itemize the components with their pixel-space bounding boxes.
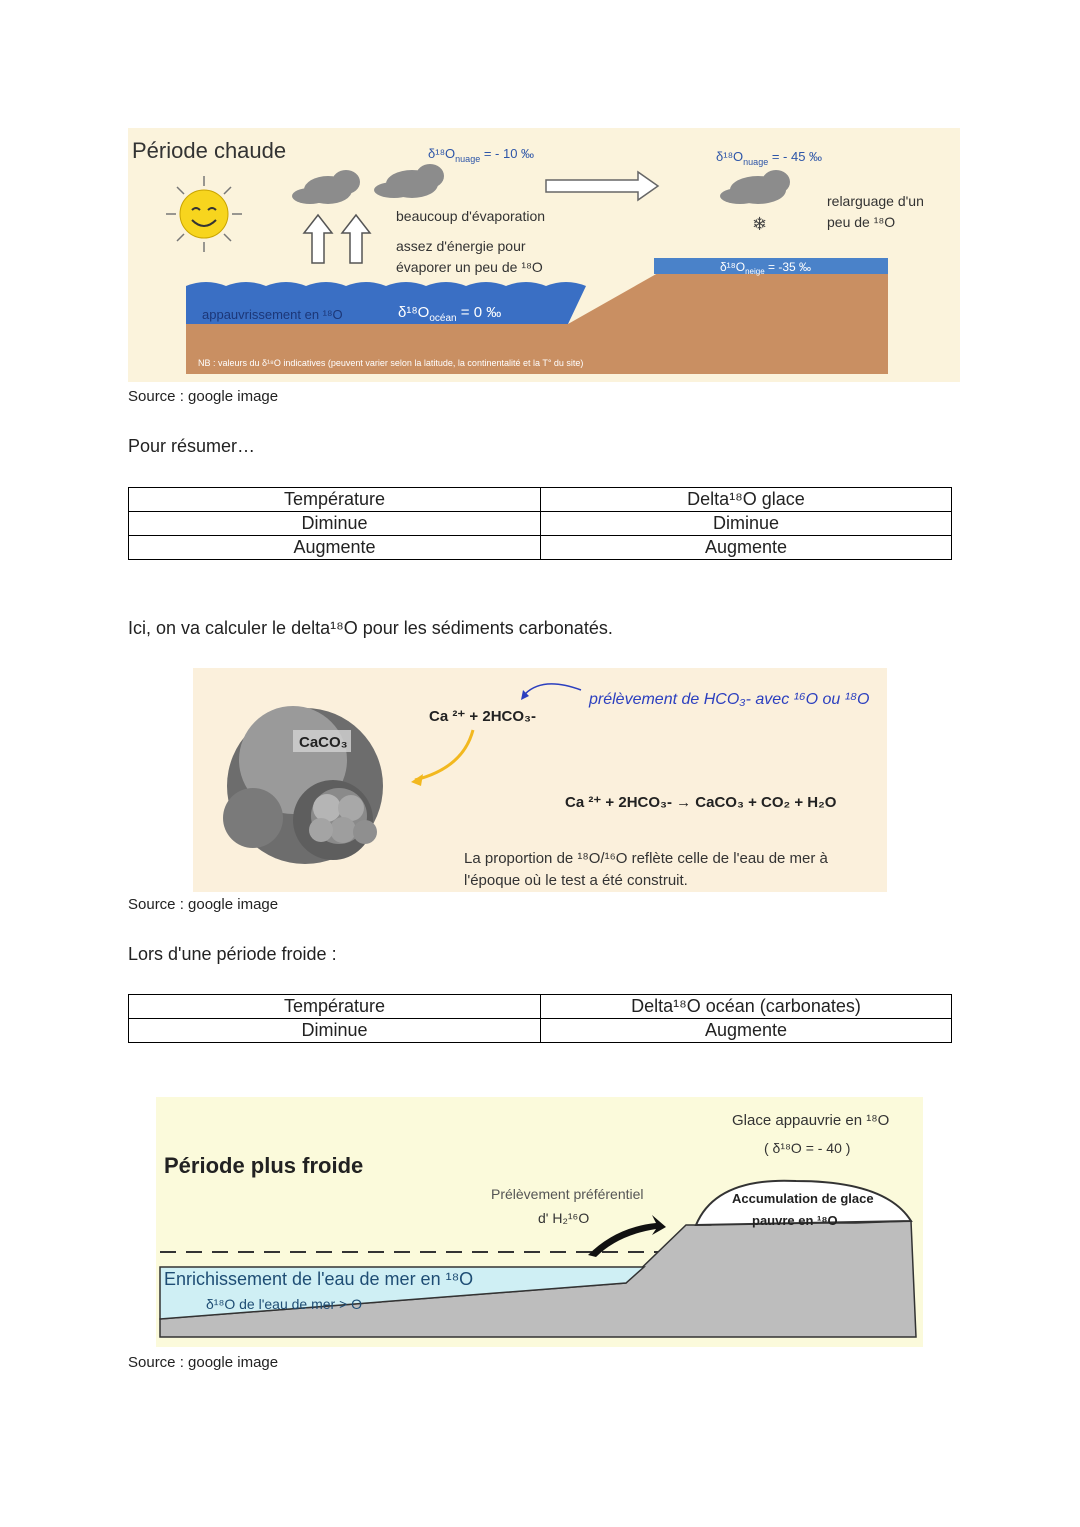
carbonate-intro: Ici, on va calculer le delta¹⁸O pour les sédiments carbonatés. [128, 618, 613, 638]
carbonate-figure [193, 668, 887, 892]
table-cell: Diminue [541, 512, 952, 536]
cold-period-diagram [156, 1097, 923, 1347]
uptake-text-1: Prélèvement préférentiel [491, 1186, 644, 1202]
warm-period-figure [128, 128, 960, 382]
figure1-caption: Source : google image [128, 388, 279, 405]
cloud2-delta: $\delta^{18}O_{nuage}$ = - 45 ‰ [716, 149, 823, 167]
snow-delta: $\delta^{18}O_{neige} = -35$ ‰ [720, 260, 812, 276]
cold-intro: Lors d'une période froide : [128, 944, 337, 964]
figure3-caption: Source : google image [128, 1354, 279, 1371]
cloud1-delta: $\delta^{18}O_{nuage}$ = - 10 ‰ [428, 146, 535, 164]
table-cell: Augmente [541, 1019, 952, 1043]
evap-text-1: beaucoup d'évaporation [396, 208, 546, 224]
table-header-row [129, 488, 952, 512]
table-header-cell: Température [129, 995, 541, 1019]
uptake-text: prélèvement de HCO₃- avec ¹⁶O ou ¹⁸O [589, 691, 870, 708]
accumulation-text-2: pauvre en ¹⁸O [752, 1213, 838, 1228]
evap-text-3: évaporer un peu de ¹⁸O [396, 259, 543, 275]
summary-intro: Pour résumer… [128, 436, 256, 456]
ocean-delta: $\delta^{18}O_{océan} = 0$ ‰ [398, 304, 502, 324]
figure-title: Période plus froide [164, 1153, 364, 1178]
table-header-cell: Delta¹⁸O océan (carbonates) [541, 995, 952, 1019]
summary-table [128, 487, 952, 560]
ocean-depletion: appauvrissement en ¹⁸O [202, 307, 343, 322]
warm-period-diagram [128, 128, 960, 382]
table-row [129, 512, 952, 536]
figure2-caption: Source : google image [128, 896, 279, 913]
figure-title: Période chaude [132, 138, 287, 163]
ice-label-2: ( δ¹⁸O = - 40 ) [764, 1140, 851, 1156]
table-cell: Augmente [129, 536, 541, 560]
table-cell: Augmente [541, 536, 952, 560]
evap-text-2: assez d'énergie pour [396, 238, 526, 254]
figure-note: NB : valeurs du δ¹⁸O indicatives (peuvent varier selon la latitude, la continentalité et la T° du site) [198, 358, 584, 368]
uptake-text-2: d' H₂¹⁶O [538, 1210, 590, 1226]
table-header-cell: Température [129, 488, 541, 512]
cold-period-figure [156, 1097, 923, 1347]
release-text-1: relarguage d'un [827, 193, 924, 209]
table-header-cell: Delta¹⁸O glace [541, 488, 952, 512]
ice-label-1: Glace appauvrie en ¹⁸O [732, 1112, 890, 1129]
equation: Ca ²⁺ + 2HCO₃- → CaCO₃ + CO₂ + H₂O [565, 794, 837, 811]
accumulation-text-1: Accumulation de glace [732, 1191, 874, 1206]
table-cell: Diminue [129, 512, 541, 536]
table-cell: Diminue [129, 1019, 541, 1043]
carbonate-diagram [193, 668, 887, 892]
proportion-text-2: l'époque où le test a été construit. [464, 872, 688, 889]
table-row [129, 536, 952, 560]
table-header-row [129, 995, 952, 1019]
cold-table [128, 994, 952, 1043]
snowflake-icon: ❄ [752, 214, 768, 234]
enrichment-text: Enrichissement de l'eau de mer en ¹⁸O [164, 1269, 474, 1289]
caco3-label: CaCO₃ [299, 734, 348, 751]
proportion-text-1: La proportion de ¹⁸O/¹⁶O reflète celle de l'eau de mer à [464, 850, 828, 867]
seawater-delta-text: δ¹⁸O de l'eau de mer > O [206, 1296, 363, 1312]
ion-label: Ca ²⁺ + 2HCO₃- [429, 708, 536, 725]
release-text-2: peu de ¹⁸O [827, 214, 896, 230]
table-row [129, 1019, 952, 1043]
